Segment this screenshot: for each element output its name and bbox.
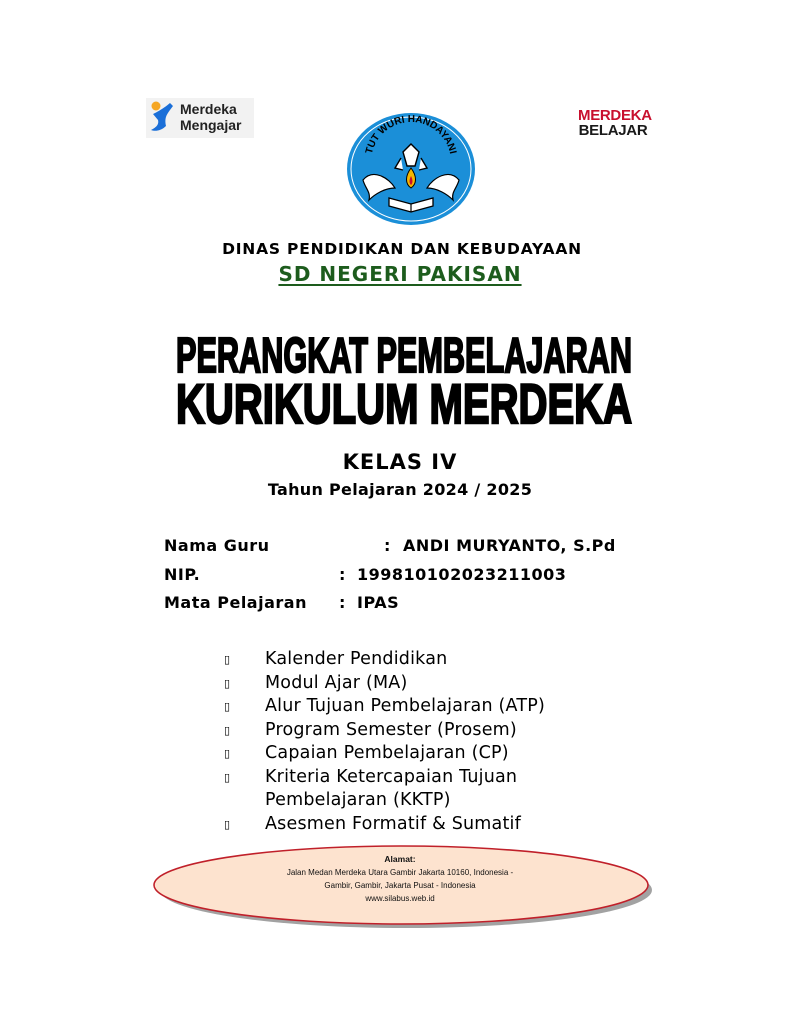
address-website: www.silabus.web.id (365, 894, 435, 903)
mm-word-1: Merdeka (180, 101, 237, 117)
mb-word-1: MERDEKA (578, 107, 652, 124)
title-line-1: PERANGKAT PEMBELAJARAN (176, 329, 632, 383)
list-item-label: Modul Ajar (MA) (265, 673, 408, 693)
list-item-label: Program Semester (Prosem) (265, 720, 517, 740)
list-item-label: Capaian Pembelajaran (CP) (265, 743, 509, 763)
bullet-icon: ▯ (224, 700, 231, 713)
address-line-1: Jalan Medan Merdeka Utara Gambir Jakarta 10160, Indonesia - (286, 868, 514, 877)
school-name-text: SD NEGERI PAKISAN (278, 262, 522, 286)
nama-guru-label: Nama Guru (164, 536, 270, 555)
address-block (150, 853, 650, 905)
kelas-heading: KELAS IV (342, 450, 458, 474)
document-title (164, 322, 644, 442)
mm-word-2: Mengajar (180, 117, 242, 133)
title-line-2: KURIKULUM MERDEKA (176, 372, 632, 435)
merdeka-mengajar-icon (148, 100, 178, 136)
nama-guru-colon: : (384, 536, 391, 555)
nip-label: NIP. (164, 565, 201, 584)
bullet-icon: ▯ (224, 724, 231, 737)
nip-colon: : (339, 565, 346, 584)
address-line-2: Gambir, Gambir, Jakarta Pusat - Indonesia (324, 881, 476, 890)
school-name (0, 262, 800, 286)
bullet-icon: ▯ (224, 653, 231, 666)
merdeka-belajar-logo (578, 107, 652, 139)
address-title: Alamat: (384, 854, 416, 864)
school-year: Tahun Pelajaran 2024 / 2025 (267, 480, 533, 499)
mata-pelajaran-label: Mata Pelajaran (164, 593, 307, 612)
merdeka-mengajar-wordmark (180, 101, 241, 133)
list-item-label: Pembelajaran (KKTP) (265, 790, 451, 810)
bullet-icon: ▯ (224, 677, 231, 690)
list-item-label: Asesmen Formatif & Sumatif (265, 814, 521, 834)
nama-guru-value: ANDI MURYANTO, S.Pd (403, 536, 616, 555)
mata-pelajaran-value: IPAS (357, 593, 400, 612)
dinas-heading: DINAS PENDIDIKAN DAN KEBUDAYAAN (222, 240, 582, 258)
bullet-icon: ▯ (224, 747, 231, 760)
tut-wuri-handayani-logo (345, 108, 477, 226)
list-item-label: Kalender Pendidikan (265, 649, 448, 669)
bullet-icon: ▯ (224, 818, 231, 831)
mata-pelajaran-colon: : (339, 593, 346, 612)
nip-value: 199810102023211003 (357, 565, 567, 584)
list-item-label: Alur Tujuan Pembelajaran (ATP) (265, 696, 546, 716)
merdeka-mengajar-logo (146, 98, 254, 138)
mb-word-2: BELAJAR (578, 122, 648, 139)
bullet-icon: ▯ (224, 771, 231, 784)
tut-wuri-motto: TUT WURI HANDAYANI (363, 113, 459, 156)
list-item-label: Kriteria Ketercapaian Tujuan (265, 767, 518, 787)
